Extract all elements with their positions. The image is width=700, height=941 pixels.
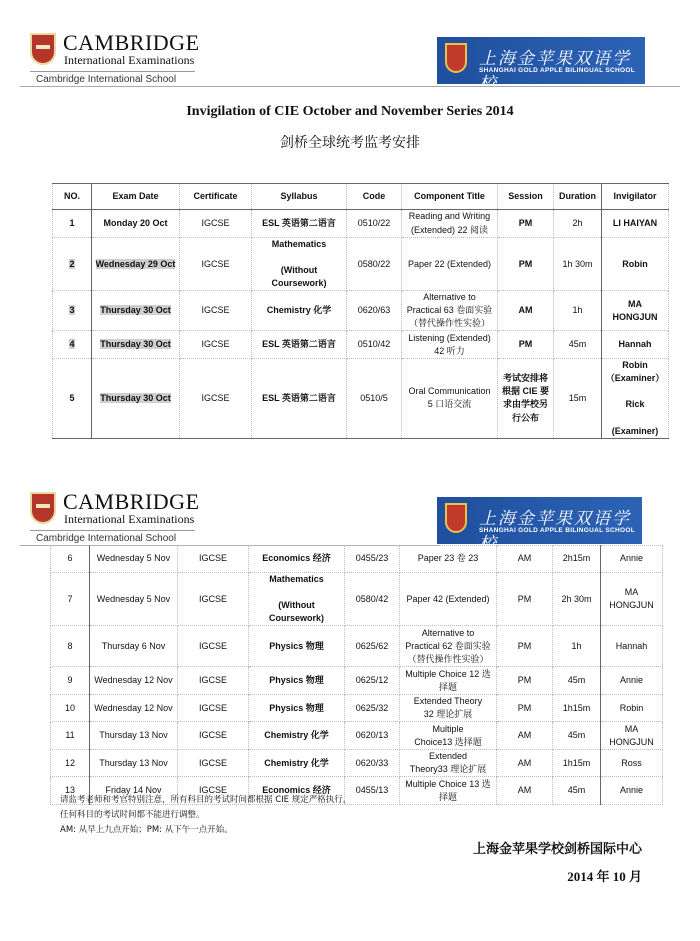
duration: 1h 30m: [562, 258, 593, 269]
invigilator: Robin: [619, 702, 644, 713]
certificate: IGCSE: [198, 553, 227, 564]
row-number: 5: [69, 392, 75, 403]
duration: 45m: [567, 675, 586, 686]
component-title: Multiple Choice 13 选 择题: [405, 778, 491, 802]
component-title: Multiple Choice13 选择题: [414, 723, 482, 747]
exam-date: Wednesday 5 Nov: [96, 593, 171, 604]
table-row: [53, 291, 669, 331]
certificate-cell: [178, 573, 249, 626]
syllabus: Mathematics (Without Coursework): [268, 574, 324, 624]
syllabus-cell: [252, 359, 347, 438]
session: PM: [518, 258, 533, 269]
syllabus: ESL 英语第二语言: [262, 339, 336, 350]
syllabus: Physics 物理: [269, 675, 324, 686]
session-cell: [498, 238, 554, 291]
duration: 1h15m: [562, 702, 591, 713]
certificate-cell: [178, 667, 249, 695]
column-header-session: Session: [498, 184, 554, 210]
component-title: Alternative to Practical 62 卷面实验 （替代操作性实验）: [405, 627, 491, 664]
column-header-certificate: Certificate: [180, 184, 252, 210]
invigilator-cell: [602, 238, 669, 291]
component-title-cell: [402, 238, 498, 291]
row-number: 1: [69, 217, 75, 228]
session-cell: [497, 667, 553, 695]
syllabus: Physics 物理: [269, 702, 324, 713]
row-number-cell: [53, 238, 92, 291]
component-title-cell: [402, 331, 498, 359]
divider: [30, 530, 195, 531]
component-title-cell: [402, 359, 498, 438]
exam-date: Thursday 6 Nov: [101, 640, 166, 651]
school-banner: [437, 497, 642, 554]
exam-date: Wednesday 5 Nov: [96, 553, 171, 564]
table-row: [51, 722, 663, 750]
school-name-cn: 上海金苹果双语学校: [479, 49, 631, 94]
header-rule: [20, 86, 680, 87]
code: 0625/62: [355, 640, 389, 651]
invigilator-cell: [601, 546, 663, 573]
code: 0455/23: [355, 553, 389, 564]
invigilator: MA HONGJUN: [609, 587, 654, 611]
cambridge-crest-icon: [30, 492, 56, 524]
row-number-cell: [53, 210, 92, 238]
row-number: 13: [64, 785, 75, 796]
signature-date: 2014 年 10 月: [567, 869, 642, 884]
certificate: IGCSE: [201, 392, 230, 403]
invigilator: Robin （Examiner） Rick (Examiner): [605, 360, 665, 436]
table-row: [51, 750, 663, 777]
exam-date-cell: [90, 546, 178, 573]
syllabus-cell: [252, 238, 347, 291]
component-title: Listening (Extended) 42 听力: [408, 332, 491, 356]
invigilator-cell: [602, 210, 669, 238]
duration: 2h15m: [562, 553, 591, 564]
session-cell: [497, 626, 553, 667]
duration-cell: [554, 210, 602, 238]
row-number: 4: [69, 339, 75, 350]
table-row: [51, 573, 663, 626]
row-number-cell: [51, 573, 90, 626]
session: AM: [518, 305, 533, 316]
certificate: IGCSE: [198, 640, 227, 651]
certificate: IGCSE: [201, 258, 230, 269]
component-title: Extended Theory33 理论扩展: [409, 751, 487, 775]
code-cell: [347, 291, 402, 331]
certificate: IGCSE: [198, 785, 227, 796]
component-title-cell: [400, 777, 497, 805]
table-row: [53, 331, 669, 359]
session: PM: [518, 217, 533, 228]
session-cell: [498, 210, 554, 238]
duration: 15m: [568, 392, 587, 403]
certificate: IGCSE: [198, 675, 227, 686]
duration: 1h15m: [562, 757, 591, 768]
schedule-table-nov: [50, 545, 663, 805]
syllabus: Economics 经济: [262, 553, 331, 564]
session-cell: [497, 722, 553, 750]
syllabus: Chemistry 化学: [264, 757, 329, 768]
duration-cell: [553, 573, 601, 626]
session: PM: [517, 702, 532, 713]
duration-cell: [553, 626, 601, 667]
session: AM: [517, 785, 532, 796]
note: AM: 从早上九点开始；PM: 从下午一点开始。: [60, 825, 233, 835]
component-title: Paper 42 (Extended): [406, 593, 490, 604]
cambridge-school: Cambridge International School: [36, 74, 177, 85]
exam-date: Friday 14 Nov: [105, 785, 162, 796]
row-number-cell: [51, 695, 90, 722]
duration: 45m: [567, 730, 586, 741]
school-crest-icon: [445, 503, 467, 533]
column-header-row-number: NO.: [53, 184, 92, 210]
code: 0580/42: [355, 593, 389, 604]
component-title-cell: [400, 750, 497, 777]
code: 0510/42: [357, 339, 391, 350]
syllabus: ESL 英语第二语言: [262, 392, 336, 403]
component-title: Reading and Writing (Extended) 22 阅读: [408, 211, 491, 235]
code: 0620/13: [355, 730, 389, 741]
table-row: [53, 359, 669, 438]
duration: 1h: [572, 305, 583, 316]
syllabus: Chemistry 化学: [264, 730, 329, 741]
session-cell: [497, 695, 553, 722]
row-number: 6: [67, 553, 73, 564]
code: 0625/12: [355, 675, 389, 686]
row-number: 2: [69, 258, 75, 269]
session: AM: [517, 757, 532, 768]
syllabus-cell: [249, 626, 345, 667]
component-title: Paper 22 (Extended): [407, 258, 492, 269]
session: PM: [518, 339, 533, 350]
session-cell: [497, 546, 553, 573]
cambridge-wordmark: CAMBRIDGE: [63, 30, 200, 55]
column-header-invigilator: Invigilator: [602, 184, 669, 210]
cambridge-subtitle: International Examinations: [64, 512, 195, 526]
notes: [60, 793, 351, 838]
invigilator: Hannah: [615, 640, 648, 651]
duration: 45m: [568, 339, 587, 350]
exam-date-cell: [90, 626, 178, 667]
certificate-cell: [180, 210, 252, 238]
syllabus: Chemistry 化学: [266, 305, 332, 316]
session-cell: [498, 359, 554, 438]
exam-date: Thursday 13 Nov: [99, 757, 168, 768]
invigilator-cell: [601, 626, 663, 667]
component-title-cell: [402, 291, 498, 331]
duration: 45m: [567, 785, 586, 796]
certificate-cell: [178, 722, 249, 750]
component-title-cell: [400, 722, 497, 750]
invigilator: MA HONGJUN: [612, 298, 658, 322]
school-name-en: SHANGHAI GOLD APPLE BILINGUAL SCHOOL: [479, 67, 635, 74]
divider: [30, 71, 195, 72]
table-row: [51, 546, 663, 573]
school-name-en: SHANGHAI GOLD APPLE BILINGUAL SCHOOL: [479, 527, 635, 534]
session: PM: [517, 675, 532, 686]
certificate: IGCSE: [198, 730, 227, 741]
session: AM: [517, 553, 532, 564]
row-number: 7: [67, 593, 73, 604]
note: 请监考老师和考官特别注意，所有科目的考试时间都根据 CIE 规定严格执行，: [60, 795, 352, 805]
row-number-cell: [51, 546, 90, 573]
exam-date-cell: [92, 210, 180, 238]
certificate-cell: [178, 626, 249, 667]
code: 0625/32: [355, 702, 389, 713]
duration-cell: [553, 695, 601, 722]
invigilator-cell: [601, 777, 663, 805]
cambridge-subtitle: International Examinations: [64, 53, 195, 67]
syllabus-cell: [249, 573, 345, 626]
invigilator: MA HONGJUN: [609, 723, 654, 747]
syllabus-cell: [249, 750, 345, 777]
session: AM: [517, 730, 532, 741]
component-title-cell: [400, 573, 497, 626]
component-title-cell: [402, 210, 498, 238]
invigilator-cell: [601, 750, 663, 777]
invigilator: Annie: [619, 785, 644, 796]
exam-date: Wednesday 12 Nov: [94, 702, 173, 713]
exam-date-cell: [92, 359, 180, 438]
row-number: 12: [64, 757, 75, 768]
exam-date-cell: [90, 722, 178, 750]
duration-cell: [554, 331, 602, 359]
exam-date: Thursday 13 Nov: [99, 730, 168, 741]
invigilator-cell: [601, 573, 663, 626]
exam-date-cell: [90, 573, 178, 626]
code-cell: [345, 722, 400, 750]
exam-date: Wednesday 29 Oct: [95, 258, 176, 269]
cambridge-wordmark: CAMBRIDGE: [63, 489, 200, 514]
syllabus: Mathematics (Without Coursework): [271, 239, 327, 289]
exam-date: Monday 20 Oct: [103, 217, 168, 228]
code: 0580/22: [357, 258, 391, 269]
code: 0510/5: [360, 392, 388, 403]
duration-cell: [554, 238, 602, 291]
page-subtitle: 剑桥全球统考监考安排: [280, 135, 420, 151]
code-cell: [347, 359, 402, 438]
exam-date-cell: [92, 291, 180, 331]
exam-date-cell: [90, 695, 178, 722]
certificate: IGCSE: [198, 702, 227, 713]
exam-date-cell: [92, 331, 180, 359]
certificate-cell: [178, 750, 249, 777]
invigilator: Annie: [619, 553, 644, 564]
code-cell: [347, 331, 402, 359]
invigilator-cell: [602, 331, 669, 359]
duration-cell: [553, 750, 601, 777]
code: 0620/63: [357, 305, 391, 316]
exam-date-cell: [92, 238, 180, 291]
row-number: 8: [67, 640, 73, 651]
syllabus: Economics 经济: [262, 785, 331, 796]
component-title-cell: [400, 626, 497, 667]
syllabus-cell: [249, 722, 345, 750]
invigilator: LI HAIYAN: [612, 217, 658, 228]
row-number-cell: [53, 331, 92, 359]
table-row: [51, 626, 663, 667]
duration-cell: [553, 546, 601, 573]
syllabus: Physics 物理: [269, 640, 324, 651]
table-row: [53, 238, 669, 291]
certificate: IGCSE: [198, 593, 227, 604]
code: 0620/33: [355, 757, 389, 768]
certificate-cell: [180, 291, 252, 331]
certificate-cell: [180, 238, 252, 291]
column-header-code: Code: [347, 184, 402, 210]
code: 0510/22: [357, 217, 391, 228]
duration-cell: [554, 291, 602, 331]
row-number-cell: [53, 359, 92, 438]
certificate-cell: [180, 359, 252, 438]
syllabus: ESL 英语第二语言: [262, 217, 336, 228]
duration: 1h: [571, 640, 582, 651]
code-cell: [347, 238, 402, 291]
row-number: 11: [65, 730, 75, 741]
duration: 2h: [572, 217, 583, 228]
session: PM: [517, 640, 532, 651]
exam-date: Thursday 30 Oct: [100, 392, 171, 403]
invigilator-cell: [602, 291, 669, 331]
code-cell: [347, 210, 402, 238]
code-cell: [345, 546, 400, 573]
syllabus-cell: [249, 695, 345, 722]
certificate-cell: [180, 331, 252, 359]
table-header-row: [53, 184, 669, 210]
code-cell: [345, 750, 400, 777]
code-cell: [345, 626, 400, 667]
certificate: IGCSE: [201, 305, 230, 316]
certificate-cell: [178, 546, 249, 573]
component-title: Oral Communication 5 口语交流: [408, 386, 491, 410]
school-banner: [437, 37, 645, 94]
invigilator: Hannah: [618, 339, 652, 350]
invigilator: Robin: [622, 258, 648, 269]
row-number-cell: [51, 750, 90, 777]
column-header-exam-date: Exam Date: [92, 184, 180, 210]
invigilator: Annie: [619, 675, 644, 686]
duration: 2h 30m: [561, 593, 592, 604]
component-title: Multiple Choice 12 选 择题: [405, 668, 491, 692]
syllabus-cell: [252, 291, 347, 331]
exam-date-cell: [90, 750, 178, 777]
certificate-cell: [178, 695, 249, 722]
invigilator-cell: [601, 667, 663, 695]
school-name-cn: 上海金苹果双语学校: [479, 509, 631, 554]
component-title: Alternative to Practical 63 卷面实验 （替代操作性实验）: [406, 292, 493, 329]
exam-date: Thursday 30 Oct: [100, 339, 171, 350]
session-cell: [497, 750, 553, 777]
component-title: Paper 23 卷 23: [417, 553, 479, 564]
code: 0455/13: [355, 785, 389, 796]
session-cell: [497, 573, 553, 626]
duration-cell: [553, 722, 601, 750]
page-title: Invigilation of CIE October and November Series 2014: [186, 104, 514, 119]
duration-cell: [554, 359, 602, 438]
component-title: Extended Theory 32 理论扩展: [413, 696, 483, 720]
signature-org: 上海金苹果学校剑桥国际中心: [472, 841, 642, 856]
row-number-cell: [51, 626, 90, 667]
code-cell: [345, 573, 400, 626]
column-header-component-title: Component Title: [402, 184, 498, 210]
cambridge-crest-icon: [30, 33, 56, 65]
invigilator-cell: [601, 695, 663, 722]
certificate: IGCSE: [201, 339, 230, 350]
row-number-cell: [51, 722, 90, 750]
component-title-cell: [400, 546, 497, 573]
exam-date: Thursday 30 Oct: [100, 305, 171, 316]
row-number: 9: [67, 675, 73, 686]
row-number-cell: [53, 291, 92, 331]
invigilator-cell: [601, 722, 663, 750]
invigilator-cell: [602, 359, 669, 438]
exam-date-cell: [90, 667, 178, 695]
session: PM: [517, 593, 532, 604]
component-title-cell: [400, 695, 497, 722]
school-crest-icon: [445, 43, 467, 73]
table-row: [53, 210, 669, 238]
row-number-cell: [51, 667, 90, 695]
schedule-table-oct: [52, 183, 669, 439]
syllabus-cell: [249, 546, 345, 573]
component-title-cell: [400, 667, 497, 695]
cambridge-school: Cambridge International School: [36, 533, 177, 544]
syllabus-cell: [252, 210, 347, 238]
row-number: 10: [64, 702, 75, 713]
note: 任何科目的考试时间都不能进行调整。: [60, 810, 205, 820]
exam-date: Wednesday 12 Nov: [94, 675, 173, 686]
code-cell: [345, 777, 400, 805]
column-header-syllabus: Syllabus: [252, 184, 347, 210]
session-cell: [498, 331, 554, 359]
session: 考试安排将 根据 CIE 要 求由学校另 行公布: [501, 373, 549, 423]
duration-cell: [553, 777, 601, 805]
syllabus-cell: [252, 331, 347, 359]
invigilator: Ross: [621, 757, 642, 768]
session-cell: [498, 291, 554, 331]
column-header-duration: Duration: [554, 184, 602, 210]
syllabus-cell: [249, 667, 345, 695]
row-number: 3: [69, 305, 75, 316]
session-cell: [497, 777, 553, 805]
code-cell: [345, 667, 400, 695]
table-row: [51, 695, 663, 722]
duration-cell: [553, 667, 601, 695]
certificate: IGCSE: [201, 217, 230, 228]
table-row: [51, 667, 663, 695]
certificate: IGCSE: [198, 757, 227, 768]
code-cell: [345, 695, 400, 722]
